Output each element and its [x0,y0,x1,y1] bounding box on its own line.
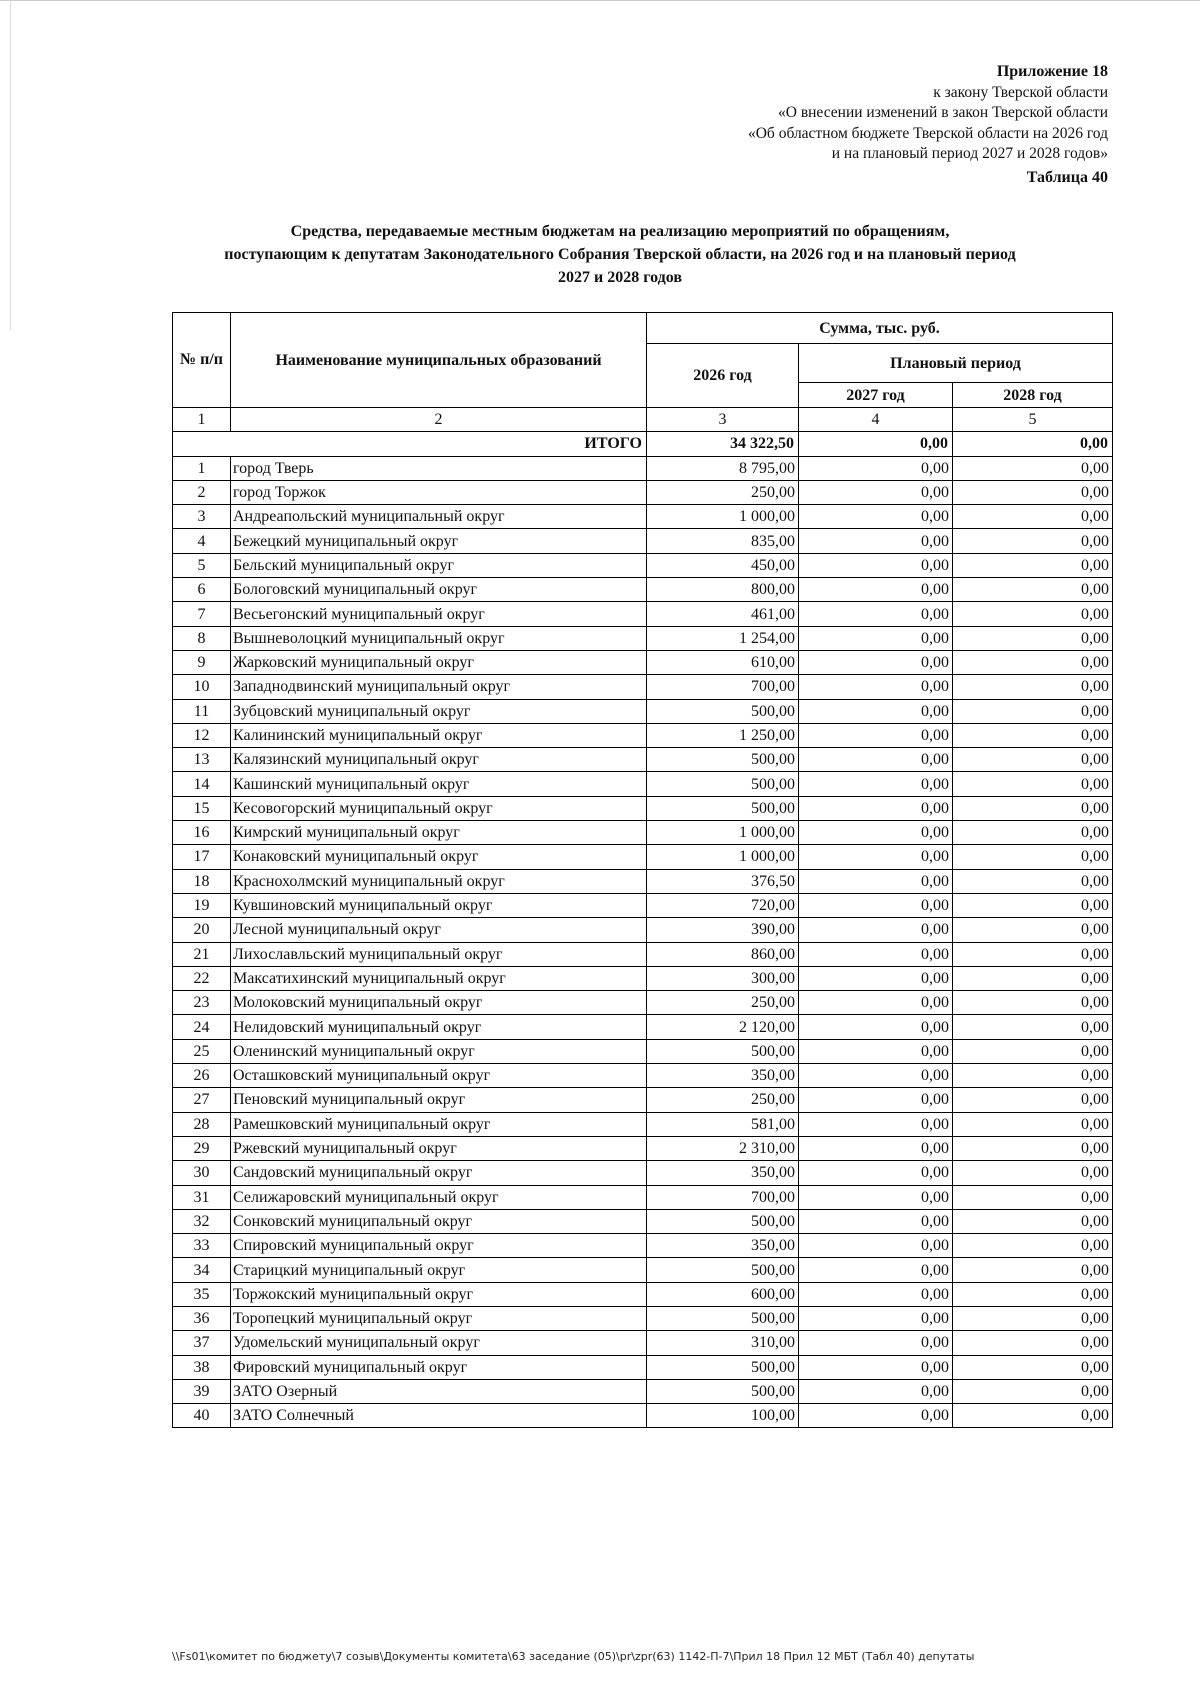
amount-2028: 0,00 [953,845,1113,869]
municipality-name: Кувшиновский муниципальный округ [231,893,647,917]
amount-2027: 0,00 [799,893,953,917]
amount-2028: 0,00 [953,1258,1113,1282]
scan-edge-top [0,0,1200,1]
table-row [173,1112,1113,1136]
amount-2027: 0,00 [799,1015,953,1039]
row-number: 15 [173,796,231,820]
municipality-name: Бежецкий муниципальный округ [231,529,647,553]
file-path-footer: \\Fs01\комитет по бюджету\7 созыв\Документы комитета\63 заседание (05)\pr\zpr(63) 1142-П-7\Прил 18 Прил 12 МБТ (Табл 40) депутаты [172,1650,975,1663]
title-line-3: 2027 и 2028 годов [558,269,682,286]
amount-2028: 0,00 [953,1209,1113,1233]
amount-2028: 0,00 [953,1404,1113,1428]
amount-2026: 600,00 [647,1282,799,1306]
amount-2028: 0,00 [953,505,1113,529]
row-number: 13 [173,748,231,772]
total-2028: 0,00 [953,432,1113,456]
amount-2027: 0,00 [799,966,953,990]
amount-2026: 1 250,00 [647,723,799,747]
municipality-name: Спировский муниципальный округ [231,1234,647,1258]
amount-2027: 0,00 [799,1404,953,1428]
row-number: 3 [173,505,231,529]
title-line-2: поступающим к депутатам Законодательного Собрания Тверской области, на 2026 год и на плановый период [224,246,1016,263]
amount-2027: 0,00 [799,1136,953,1160]
amount-2026: 581,00 [647,1112,799,1136]
column-number: 4 [799,408,953,432]
row-number: 23 [173,991,231,1015]
municipality-name: Калининский муниципальный округ [231,723,647,747]
table-row [173,893,1113,917]
amount-2026: 500,00 [647,772,799,796]
row-number: 1 [173,456,231,480]
municipality-name: Конаковский муниципальный округ [231,845,647,869]
row-number: 40 [173,1404,231,1428]
row-number: 4 [173,529,231,553]
amount-2027: 0,00 [799,1161,953,1185]
header-row-number: № п/п [173,313,231,408]
amount-2028: 0,00 [953,1136,1113,1160]
row-number: 36 [173,1306,231,1330]
municipality-name: Торопецкий муниципальный округ [231,1306,647,1330]
amount-2026: 250,00 [647,480,799,504]
amount-2028: 0,00 [953,942,1113,966]
amount-2027: 0,00 [799,1209,953,1233]
table-row [173,845,1113,869]
table-row [173,723,1113,747]
table-number: Таблица 40 [1026,168,1108,186]
amount-2028: 0,00 [953,1185,1113,1209]
row-number: 29 [173,1136,231,1160]
table-row [173,1282,1113,1306]
amount-2026: 500,00 [647,1355,799,1379]
amount-2026: 376,50 [647,869,799,893]
amount-2027: 0,00 [799,699,953,723]
table-row [173,1306,1113,1330]
amount-2026: 500,00 [647,1379,799,1403]
amount-2028: 0,00 [953,529,1113,553]
total-label: ИТОГО [173,432,647,456]
amount-2028: 0,00 [953,456,1113,480]
row-number: 8 [173,626,231,650]
amount-2027: 0,00 [799,578,953,602]
column-number: 5 [953,408,1113,432]
header-municipality-name: Наименование муниципальных образований [231,313,647,408]
amount-2028: 0,00 [953,1088,1113,1112]
title-line-1: Средства, передаваемые местным бюджетам на реализацию мероприятий по обращениям, [290,223,950,240]
municipality-name: Нелидовский муниципальный округ [231,1015,647,1039]
row-number: 18 [173,869,231,893]
table-row [173,480,1113,504]
table-row [173,869,1113,893]
amount-2026: 500,00 [647,1209,799,1233]
table-row [173,456,1113,480]
amount-2026: 720,00 [647,893,799,917]
row-number: 30 [173,1161,231,1185]
municipality-name: Вышневолоцкий муниципальный округ [231,626,647,650]
amount-2026: 500,00 [647,1039,799,1063]
amount-2027: 0,00 [799,1112,953,1136]
amount-2028: 0,00 [953,918,1113,942]
row-number: 14 [173,772,231,796]
amount-2027: 0,00 [799,821,953,845]
amount-2028: 0,00 [953,1064,1113,1088]
amount-2028: 0,00 [953,578,1113,602]
header-year-2027: 2027 год [799,383,953,408]
row-number: 20 [173,918,231,942]
total-row [173,432,1113,456]
row-number: 25 [173,1039,231,1063]
amount-2028: 0,00 [953,1355,1113,1379]
amount-2027: 0,00 [799,1282,953,1306]
table-row [173,650,1113,674]
amount-2026: 500,00 [647,699,799,723]
row-number: 39 [173,1379,231,1403]
amount-2027: 0,00 [799,505,953,529]
amount-2027: 0,00 [799,1331,953,1355]
table-row [173,748,1113,772]
municipality-name: Зубцовский муниципальный округ [231,699,647,723]
header-year-2026: 2026 год [647,344,799,408]
table-row [173,1185,1113,1209]
municipality-name: Весьегонский муниципальный округ [231,602,647,626]
table-row [173,918,1113,942]
municipality-name: Селижаровский муниципальный округ [231,1185,647,1209]
row-number: 7 [173,602,231,626]
amount-2028: 0,00 [953,650,1113,674]
amount-2027: 0,00 [799,529,953,553]
municipality-name: Сандовский муниципальный округ [231,1161,647,1185]
row-number: 17 [173,845,231,869]
municipality-name: Максатихинский муниципальный округ [231,966,647,990]
amount-2027: 0,00 [799,650,953,674]
amount-2026: 800,00 [647,578,799,602]
municipality-name: Удомельский муниципальный округ [231,1331,647,1355]
row-number: 12 [173,723,231,747]
amount-2026: 610,00 [647,650,799,674]
table-row [173,1379,1113,1403]
table-row [173,796,1113,820]
table-row [173,821,1113,845]
amount-2028: 0,00 [953,821,1113,845]
row-number: 2 [173,480,231,504]
amount-2026: 1 000,00 [647,845,799,869]
column-number: 2 [231,408,647,432]
municipality-name: Фировский муниципальный округ [231,1355,647,1379]
amount-2027: 0,00 [799,1258,953,1282]
amount-2027: 0,00 [799,675,953,699]
amount-2028: 0,00 [953,772,1113,796]
table-row [173,1331,1113,1355]
appendix-line-3: «Об областном бюджете Тверской области на 2026 год [747,124,1108,142]
municipality-name: Торжокский муниципальный округ [231,1282,647,1306]
amount-2026: 250,00 [647,991,799,1015]
row-number: 9 [173,650,231,674]
amount-2028: 0,00 [953,675,1113,699]
amount-2026: 300,00 [647,966,799,990]
row-number: 24 [173,1015,231,1039]
municipality-name: ЗАТО Солнечный [231,1404,647,1428]
amount-2027: 0,00 [799,1088,953,1112]
amount-2027: 0,00 [799,1379,953,1403]
amount-2028: 0,00 [953,991,1113,1015]
amount-2026: 2 120,00 [647,1015,799,1039]
amount-2028: 0,00 [953,602,1113,626]
amount-2027: 0,00 [799,1185,953,1209]
amount-2027: 0,00 [799,1306,953,1330]
amount-2028: 0,00 [953,1234,1113,1258]
amount-2026: 2 310,00 [647,1136,799,1160]
municipality-name: Оленинский муниципальный округ [231,1039,647,1063]
amount-2026: 500,00 [647,1306,799,1330]
header-sum: Сумма, тыс. руб. [647,313,1113,344]
amount-2028: 0,00 [953,1015,1113,1039]
amount-2027: 0,00 [799,1064,953,1088]
table-row [173,966,1113,990]
amount-2027: 0,00 [799,918,953,942]
amount-2027: 0,00 [799,553,953,577]
municipality-name: ЗАТО Озерный [231,1379,647,1403]
budget-table [172,312,1113,1428]
column-number-row [173,408,1113,432]
municipality-name: Осташковский муниципальный округ [231,1064,647,1088]
municipality-name: Ржевский муниципальный округ [231,1136,647,1160]
table-row [173,1355,1113,1379]
row-number: 16 [173,821,231,845]
appendix-line-4: и на плановый период 2027 и 2028 годов» [831,145,1108,162]
amount-2028: 0,00 [953,1039,1113,1063]
amount-2026: 461,00 [647,602,799,626]
amount-2027: 0,00 [799,1039,953,1063]
amount-2026: 1 000,00 [647,505,799,529]
table-row [173,1209,1113,1233]
document-title [160,220,1080,289]
municipality-name: Западнодвинский муниципальный округ [231,675,647,699]
amount-2026: 860,00 [647,942,799,966]
amount-2026: 8 795,00 [647,456,799,480]
municipality-name: Рамешковский муниципальный округ [231,1112,647,1136]
amount-2028: 0,00 [953,796,1113,820]
appendix-number: Приложение 18 [996,63,1108,80]
municipality-name: Бельский муниципальный округ [231,553,647,577]
table-row [173,1404,1113,1428]
row-number: 11 [173,699,231,723]
amount-2028: 0,00 [953,748,1113,772]
appendix-header [588,62,1108,188]
table-row [173,1015,1113,1039]
table-row [173,1161,1113,1185]
amount-2026: 500,00 [647,1258,799,1282]
row-number: 33 [173,1234,231,1258]
amount-2027: 0,00 [799,602,953,626]
municipality-name: Пеновский муниципальный округ [231,1088,647,1112]
row-number: 31 [173,1185,231,1209]
amount-2028: 0,00 [953,1161,1113,1185]
appendix-line-2: «О внесении изменений в закон Тверской области [778,104,1108,121]
amount-2026: 1 000,00 [647,821,799,845]
table-row [173,699,1113,723]
row-number: 22 [173,966,231,990]
amount-2027: 0,00 [799,1234,953,1258]
amount-2028: 0,00 [953,1331,1113,1355]
header-year-2028: 2028 год [953,383,1113,408]
municipality-name: Лихославльский муниципальный округ [231,942,647,966]
table-row [173,553,1113,577]
column-number: 3 [647,408,799,432]
table-row [173,602,1113,626]
amount-2026: 835,00 [647,529,799,553]
row-number: 10 [173,675,231,699]
table-row [173,1088,1113,1112]
amount-2026: 350,00 [647,1234,799,1258]
table-row [173,529,1113,553]
column-number: 1 [173,408,231,432]
total-2027: 0,00 [799,432,953,456]
municipality-name: Сонковский муниципальный округ [231,1209,647,1233]
municipality-name: Кимрский муниципальный округ [231,821,647,845]
amount-2027: 0,00 [799,723,953,747]
amount-2026: 350,00 [647,1064,799,1088]
table-row [173,675,1113,699]
amount-2026: 100,00 [647,1404,799,1428]
amount-2028: 0,00 [953,1306,1113,1330]
row-number: 6 [173,578,231,602]
row-number: 35 [173,1282,231,1306]
scan-edge-left [10,0,11,330]
municipality-name: город Тверь [231,456,647,480]
amount-2027: 0,00 [799,456,953,480]
municipality-name: Молоковский муниципальный округ [231,991,647,1015]
municipality-name: Кашинский муниципальный округ [231,772,647,796]
amount-2026: 350,00 [647,1161,799,1185]
amount-2026: 1 254,00 [647,626,799,650]
amount-2027: 0,00 [799,869,953,893]
amount-2027: 0,00 [799,845,953,869]
row-number: 34 [173,1258,231,1282]
amount-2026: 700,00 [647,675,799,699]
row-number: 27 [173,1088,231,1112]
amount-2027: 0,00 [799,748,953,772]
amount-2028: 0,00 [953,1112,1113,1136]
amount-2027: 0,00 [799,772,953,796]
amount-2027: 0,00 [799,942,953,966]
table-row [173,578,1113,602]
amount-2028: 0,00 [953,966,1113,990]
amount-2026: 390,00 [647,918,799,942]
table-row [173,991,1113,1015]
municipality-name: Андреапольский муниципальный округ [231,505,647,529]
table-row [173,1136,1113,1160]
table-row [173,1039,1113,1063]
table-row [173,505,1113,529]
amount-2028: 0,00 [953,869,1113,893]
row-number: 5 [173,553,231,577]
amount-2028: 0,00 [953,723,1113,747]
amount-2028: 0,00 [953,553,1113,577]
amount-2026: 450,00 [647,553,799,577]
municipality-name: Лесной муниципальный округ [231,918,647,942]
row-number: 37 [173,1331,231,1355]
table-row [173,1258,1113,1282]
amount-2028: 0,00 [953,699,1113,723]
table-row [173,772,1113,796]
amount-2027: 0,00 [799,1355,953,1379]
appendix-line-1: к закону Тверской области [933,83,1108,101]
municipality-name: Краснохолмский муниципальный округ [231,869,647,893]
municipality-name: Бологовский муниципальный округ [231,578,647,602]
amount-2028: 0,00 [953,1282,1113,1306]
row-number: 21 [173,942,231,966]
municipality-name: Жарковский муниципальный округ [231,650,647,674]
row-number: 19 [173,893,231,917]
amount-2027: 0,00 [799,991,953,1015]
table-row [173,1234,1113,1258]
row-number: 26 [173,1064,231,1088]
municipality-name: Старицкий муниципальный округ [231,1258,647,1282]
municipality-name: Кесовогорский муниципальный округ [231,796,647,820]
amount-2026: 500,00 [647,796,799,820]
amount-2028: 0,00 [953,1379,1113,1403]
amount-2027: 0,00 [799,796,953,820]
table-row [173,1064,1113,1088]
municipality-name: Калязинский муниципальный округ [231,748,647,772]
amount-2026: 500,00 [647,748,799,772]
total-2026: 34 322,50 [647,432,799,456]
row-number: 28 [173,1112,231,1136]
amount-2027: 0,00 [799,480,953,504]
row-number: 32 [173,1209,231,1233]
amount-2027: 0,00 [799,626,953,650]
amount-2026: 700,00 [647,1185,799,1209]
table-row [173,626,1113,650]
row-number: 38 [173,1355,231,1379]
amount-2028: 0,00 [953,480,1113,504]
table-row [173,942,1113,966]
municipality-name: город Торжок [231,480,647,504]
amount-2026: 310,00 [647,1331,799,1355]
amount-2028: 0,00 [953,893,1113,917]
amount-2026: 250,00 [647,1088,799,1112]
amount-2028: 0,00 [953,626,1113,650]
header-planning-period: Плановый период [799,344,1113,383]
